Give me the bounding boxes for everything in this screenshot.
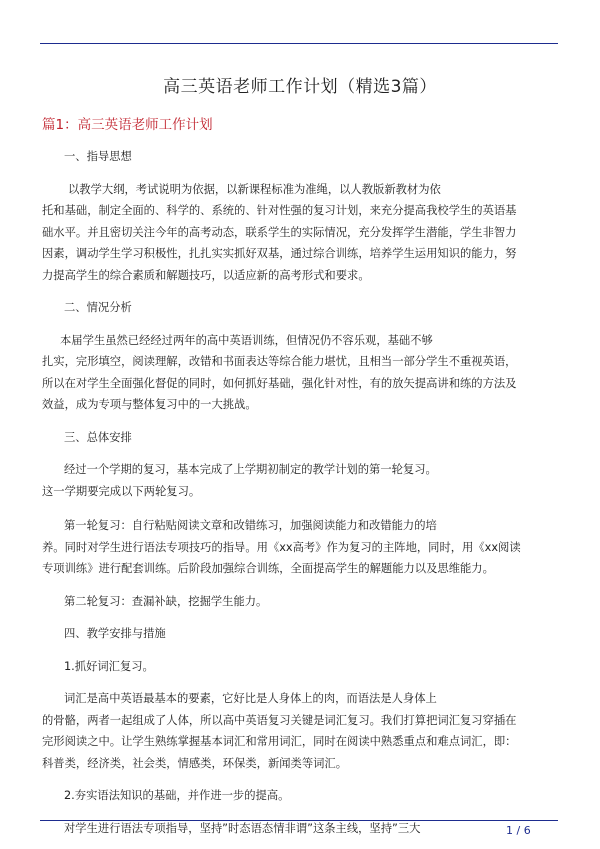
paragraph-line: 本届学生虽然已经经过两年的高中英语训练，但情况仍不容乐观，基础不够 bbox=[60, 333, 433, 347]
paragraph-line: 础水平。并且密切关注今年的高考动态，联系学生的实际情况，充分发挥学生潜能，学生非智力 bbox=[42, 225, 517, 239]
page-number: 1 / 6 bbox=[506, 824, 531, 837]
paragraph-vocabulary bbox=[42, 688, 558, 774]
paragraph-situation-analysis bbox=[42, 330, 558, 416]
section-title: 篇1：高三英语老师工作计划 bbox=[42, 117, 213, 133]
heading-teaching-measures bbox=[42, 623, 558, 645]
paragraph-line: 科普类，经济类，社会类，情感类，环保类，新闻类等词汇。 bbox=[42, 756, 348, 770]
paragraph-second-round-review bbox=[42, 591, 558, 613]
paragraph-line: 对学生进行语法专项指导，坚持”时态语态情非谓”这条主线，坚持”三大 bbox=[64, 821, 421, 835]
paragraph-line: 扎实，完形填空，阅读理解，改错和书面表达等综合能力堪忧，且相当一部分学生不重视英语， bbox=[42, 355, 517, 368]
paragraph-line: 这一学期要完成以下两轮复习。 bbox=[42, 484, 201, 498]
paragraph-line: 因素，调动学生学习积极性，扎扎实实抓好双基，通过综合训练，培养学生运用知识的能力，努 bbox=[42, 247, 517, 260]
paragraph-line: 第一轮复习：自行粘贴阅读文章和改错练习，加强阅读能力和改错能力的培 bbox=[64, 519, 437, 532]
document-body bbox=[42, 146, 558, 839]
paragraph-line: 托和基础，制定全面的、科学的、系统的、针对性强的复习计划，来充分提高我校学生的英语基 bbox=[42, 204, 517, 217]
subheading-grammar bbox=[42, 785, 558, 807]
paragraph-line: 经过一个学期的复习，基本完成了上学期初制定的教学计划的第一轮复习。 bbox=[64, 463, 437, 476]
paragraph-line: 第二轮复习：查漏补缺，挖掘学生能力。 bbox=[64, 594, 268, 608]
paragraph-line: 的骨骼，两者一起组成了人体，所以高中英语复习关键是词汇复习。我们打算把词汇复习穿插在 bbox=[42, 713, 517, 727]
heading-text: 四、教学安排与措施 bbox=[64, 627, 166, 640]
paragraph-line: 所以在对学生全面强化督促的同时，如何抓好基础，强化针对性，有的放矢提高讲和练的方法及 bbox=[42, 376, 517, 390]
subheading-text: 1.抓好词汇复习。 bbox=[64, 659, 154, 673]
paragraph-overall-arrangement bbox=[42, 459, 558, 502]
heading-situation-analysis bbox=[42, 297, 558, 319]
paragraph-line: 词汇是高中英语最基本的要素，它好比是人身体上的肉，而语法是人身体上 bbox=[64, 692, 437, 705]
paragraph-line: 以教学大纲，考试说明为依据，以新课程标准为准绳，以人教版新教材为依 bbox=[68, 182, 441, 196]
paragraph-first-round-review bbox=[42, 515, 558, 580]
paragraph-line: 专项训练》进行配套训练。后阶段加强综合训练，全面提高学生的解题能力以及思维能力。 bbox=[42, 562, 494, 575]
subheading-vocabulary bbox=[42, 656, 558, 678]
heading-guiding-ideology bbox=[42, 146, 558, 168]
heading-text: 三、总体安排 bbox=[64, 430, 132, 444]
paragraph-line: 完形阅读之中。让学生熟练掌握基本词汇和常用词汇，同时在阅读中熟悉重点和难点词汇，即： bbox=[42, 735, 517, 748]
heading-text: 一、指导思想 bbox=[64, 150, 132, 163]
subheading-text: 2.夯实语法知识的基础，并作进一步的提高。 bbox=[64, 789, 290, 802]
document-title: 高三英语老师工作计划（精选3篇） bbox=[163, 77, 437, 97]
paragraph-line: 力提高学生的综合素质和解题技巧，以适应新的高考形式和要求。 bbox=[42, 268, 370, 282]
heading-overall-arrangement bbox=[42, 427, 558, 449]
paragraph-guiding-ideology bbox=[42, 179, 558, 287]
paragraph-line: 养。同时对学生进行语法专项技巧的指导。用《xx高考》作为复习的主阵地，同时，用《xx阅读 bbox=[42, 540, 521, 554]
paragraph-line: 效益，成为专项与整体复习中的一大挑战。 bbox=[42, 398, 257, 411]
footer-rule bbox=[40, 820, 558, 821]
header-rule bbox=[40, 43, 558, 44]
heading-text: 二、情况分析 bbox=[64, 301, 132, 314]
